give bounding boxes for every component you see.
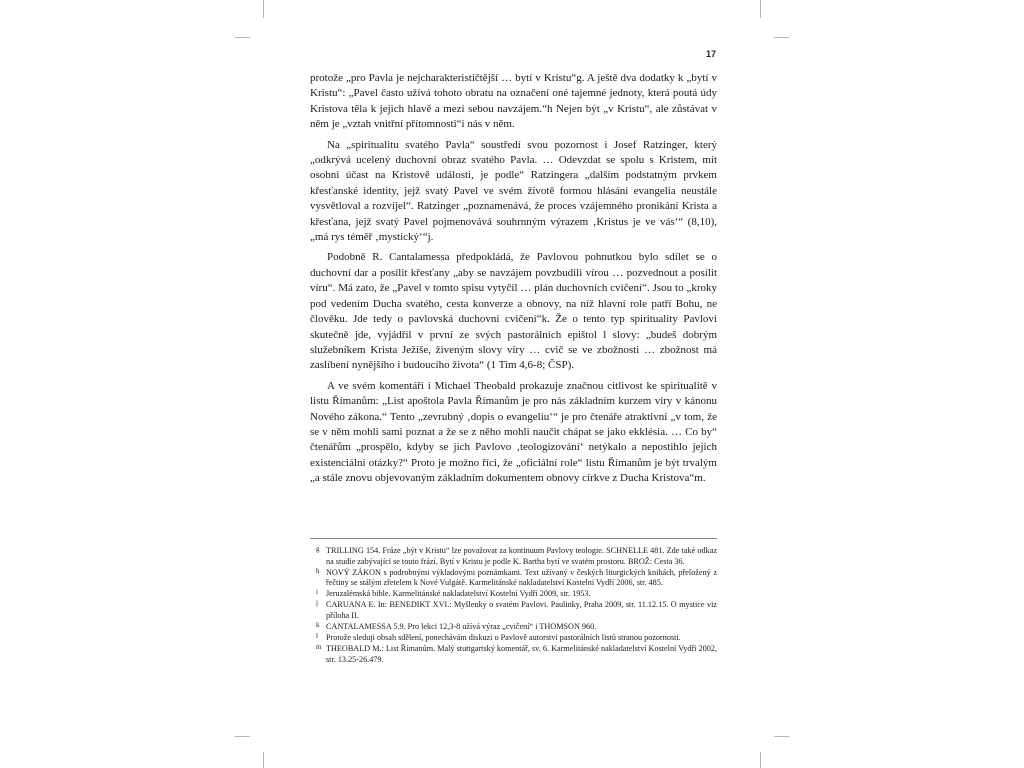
footnote xyxy=(310,600,717,621)
footnote-mark: i xyxy=(316,588,318,597)
crop-mark xyxy=(235,37,250,38)
footnote-text: CARUANA E. In: BENEDIKT XVI.: Myšlenky o svatém Pavlovi. Paulinky, Praha 2009, str. 11.12.15. O mystice viz příloha II. xyxy=(326,600,717,621)
footnote-mark: j xyxy=(316,599,318,608)
paragraph: protože „pro Pavla je nejcharakterističtější … bytí v Kristu“g. A ještě dva dodatky k „bytí v Kristu“: „Pavel často užívá tohoto obratu na označení oné tajemné jednoty, která poutá údy Kristova těla k jejich hlavě a mezi sebou navzájem.“h Nejen být „v Kristu“, ale zůstávat v něm je „vztah vnitřní přítomnosti“i nás v něm. xyxy=(310,72,717,131)
footnotes xyxy=(310,546,717,666)
footnote xyxy=(310,568,717,589)
crop-mark xyxy=(263,752,264,768)
footnote xyxy=(310,589,717,600)
footnote xyxy=(310,644,717,665)
footnote-mark: g xyxy=(316,545,320,553)
crop-mark xyxy=(760,0,761,18)
crop-mark xyxy=(774,736,789,737)
footnote-mark: h xyxy=(316,566,320,575)
footnote-text: THEOBALD M.: List Římanům. Malý stuttgartský komentář, sv. 6. Karmelitánské nakladatelství Kostelní Vydří 2002, str. 13.25-26.479. xyxy=(326,644,717,664)
footnote xyxy=(310,546,717,567)
footnote-mark: k xyxy=(316,621,320,630)
paragraph: Na „spiritualitu svatého Pavla“ soustředí svou pozornost i Josef Ratzinger, který „odkrývá ucelený duchovní obraz svatého Pavla. … Odevzdat se spolu s Kristem, mít osobní účast na Kristově události, je podle“ Ratzingera „dalším podstatným prvkem křesťanské identity, jejž svatý Pavel ve svém životě formou hlásání evangelia neustále vysvětloval a rozvíjel“. Ratzinger „poznamenává, že proces vzájemného pronikání Krista a křesťana, jejž svatý Pavel pojmenovává souhrnným výrazem ‚Kristus je ve vás‘“ (8,10), „má rys téměř ‚mystický‘“j. xyxy=(310,138,717,244)
paragraph: Podobně R. Cantalamessa předpokládá, že Pavlovou pohnutkou bylo sdílet se o duchovní dar a posílit křesťany „aby se navzájem povzbudili vírou … pozvednout a posílit víru“. Má zato, že „Pavel v tomto spisu vytyčil … plán duchovních cvičení“. Jsou to „kroky pod vedením Ducha svatého, cesta konverze a obnovy, na níž hlavní role patří Bohu, ne člověku. Jde tedy o pavlovská duchovní cvičení“k. Že o tento typ spirituality Pavlovi skutečně jde, vyjádřil v první ze svých pastorálních epištol l slovy: „budeš dobrým služebníkem Krista Ježíše, živeným slovy víry … cvič se ve zbožnosti … zbožnost má zaslíbení nynějšího i budoucího života“ (1 Tim 4,6-8; ČSP). xyxy=(310,251,717,372)
footnote-mark: l xyxy=(316,632,318,641)
footnote-mark: m xyxy=(316,643,322,652)
crop-mark xyxy=(263,0,264,18)
body-text xyxy=(310,71,717,492)
footnote-text: Jeruzalémská bible. Karmelitánské nakladatelství Kostelní Vydří 2009, str. 1953. xyxy=(326,589,591,599)
page-number: 17 xyxy=(705,49,716,59)
footnote-rule xyxy=(310,538,717,539)
footnote xyxy=(310,622,717,633)
footnote-text: TRILLING 154. Fráze „být v Kristu“ lze považovat za kontinuum Pavlovy teologie. SCHNELLE 481. Zde také odkaz na studie zabývající se touto frází. Bytí v Kristu je podle K. Bartha bytí ve svatém prostoru. BROŽ: Cesta 36. xyxy=(326,546,717,566)
footnote-text: CANTALAMESSA 5.9. Pro lekci 12,3-8 užívá výraz „cvičení“ i THOMSON 960. xyxy=(326,622,597,632)
footnote-text: NOVÝ ZÁKON s podrobnými výkladovými poznámkami. Text užívaný v českých liturgických knihách, přeložený z řečtiny se stálým zřetelem k Nové Vulgátě. Karmelitánské nakladatelství Kostelní Vydří 2006, str. 485. xyxy=(326,567,717,588)
footnote xyxy=(310,633,717,644)
crop-mark xyxy=(235,736,250,737)
crop-mark xyxy=(760,752,761,768)
paragraph: A ve svém komentáři i Michael Theobald prokazuje značnou citlivost ke spiritualitě v listu Římanům: „List apoštola Pavla Římanům je pro nás základním kurzem víry v kánonu Nového zákona.“ Tento „zevrubný ‚dopis o evangeliu‘“ je pro čtenáře atraktivní „v tom, že se v něm mohli sami poznat a že se z něho mohli naučit chápat se jako ekklésia. … Co by“ čtenářům „prospělo, kdyby se jich Pavlovo ‚teologizování‘ netýkalo a nepostihlo jejich existenciální otázky?“ Proto je možno říci, že „oficiální role“ listu Římanům je být trvalým „a stále znovu objevovaným základním dokumentem obnovy církve z Ducha Kristova“m. xyxy=(310,379,717,485)
footnote-text: Protože sleduji obsah sdělení, ponechávám diskuzi o Pavlově autorství pastorálních listů stranou pozornosti. xyxy=(326,633,681,643)
crop-mark xyxy=(774,37,789,38)
